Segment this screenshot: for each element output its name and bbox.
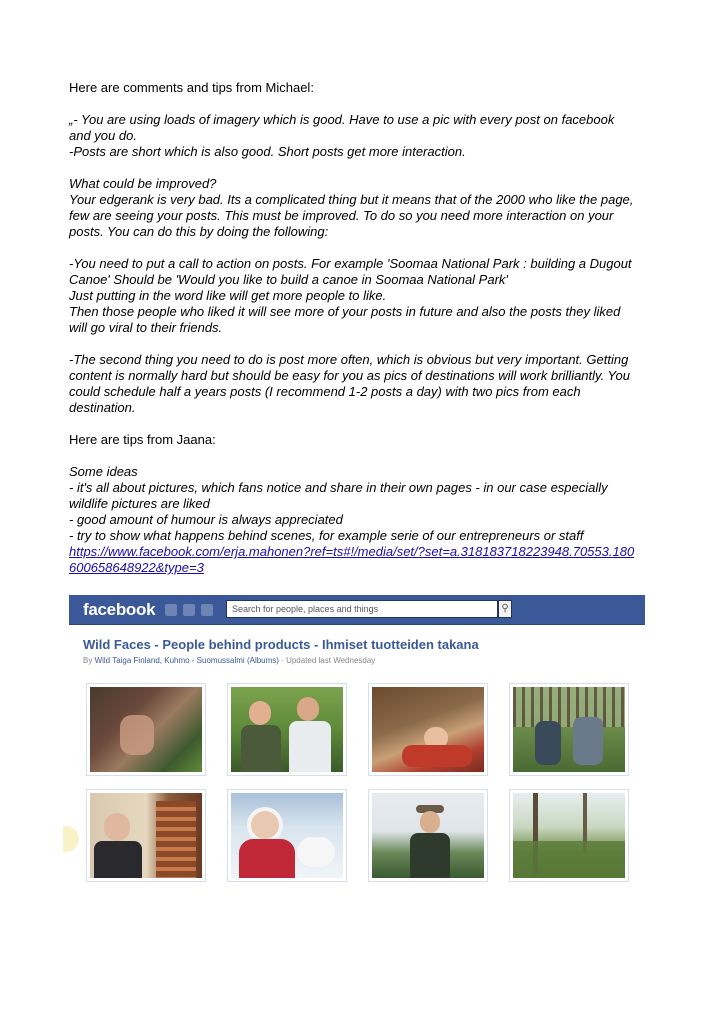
friend-requests-icon (165, 604, 177, 616)
notification-icons (165, 604, 213, 616)
text-line: -Posts are short which is also good. Short posts get more interaction. (69, 144, 466, 159)
michael-paragraph-4 (69, 352, 669, 416)
text-line: will go viral to their friends. (69, 320, 223, 335)
photo-thumbnail (227, 789, 347, 882)
album-subtitle (83, 656, 645, 665)
messages-icon (183, 604, 195, 616)
text-line: posts. You can do this by doing the following: (69, 224, 329, 239)
text-line: Some ideas (69, 464, 138, 479)
facebook-album-link[interactable] (69, 544, 669, 576)
text-line: Your edgerank is very bad. Its a complicated thing but it means that of the 2000 who like the page, (69, 192, 634, 207)
document-body (69, 80, 669, 592)
intro-jaana: Here are tips from Jaana: (69, 432, 216, 447)
album-title: Wild Faces - People behind products - Ihmiset tuotteiden takana (83, 637, 479, 652)
album-author: Wild Taiga Finland, Kuhmo - Suomussalmi (94, 656, 245, 665)
text-line: wildlife pictures are liked (69, 496, 210, 511)
photo-thumbnail (368, 683, 488, 776)
facebook-top-bar (69, 595, 645, 625)
globe-icon (201, 604, 213, 616)
link-line-2: 600658648922&type=3 (69, 560, 204, 575)
photo-thumbnail (227, 683, 347, 776)
album-albums-link: (Albums) (246, 656, 279, 665)
album-by-label: By (83, 656, 95, 665)
text-line: destination. (69, 400, 136, 415)
text-line: - try to show what happens behind scenes, for example serie of our entrepreneurs or staff (69, 528, 584, 543)
text-line: could schedule half a years posts (I recommend 1-2 posts a day) with two pics from each (69, 384, 581, 399)
text-line: „- You are using loads of imagery which is good. Have to use a pic with every post on facebook (69, 112, 615, 127)
album-updated: · Updated last Wednesday (278, 656, 376, 665)
text-line: Canoe' Should be 'Would you like to build a canoe in Soomaa National Park' (69, 272, 508, 287)
photo-thumbnail (86, 789, 206, 882)
album-header (69, 625, 645, 665)
text-line: Just putting in the word like will get more people to like. (69, 288, 387, 303)
text-line: few are seeing your posts. This must be improved. To do so you need more interaction on your (69, 208, 614, 223)
text-line: - good amount of humour is always appreciated (69, 512, 343, 527)
photo-thumbnail (86, 683, 206, 776)
photo-thumbnail (368, 789, 488, 882)
search-icon: ⚲ (498, 600, 512, 618)
text-line: and you do. (69, 128, 137, 143)
facebook-search-input: Search for people, places and things (226, 600, 498, 618)
text-line: -You need to put a call to action on posts. For example 'Soomaa National Park : building a Dugout (69, 256, 632, 271)
text-line: content is normally hard but should be easy for you as pics of destinations will work brilliantly. You (69, 368, 630, 383)
link-line-1: https://www.facebook.com/erja.mahonen?ref=ts#!/media/set/?set=a.318183718223948.70553.180 (69, 544, 635, 559)
text-line: - it's all about pictures, which fans notice and share in their own pages - in our case especially (69, 480, 608, 495)
michael-paragraph-1 (69, 112, 669, 160)
text-line: Then those people who liked it will see more of your posts in future and also the posts they liked (69, 304, 621, 319)
photo-thumbnail (509, 683, 629, 776)
facebook-screenshot (69, 595, 645, 891)
text-line: What could be improved? (69, 176, 217, 191)
text-line: -The second thing you need to do is post more often, which is obvious but very important. Getting (69, 352, 629, 367)
jaana-paragraph (69, 464, 669, 576)
michael-paragraph-2 (69, 176, 669, 240)
intro-michael: Here are comments and tips from Michael: (69, 80, 314, 95)
facebook-logo: facebook (83, 599, 156, 619)
photo-thumbnail (509, 789, 629, 882)
michael-paragraph-3 (69, 256, 669, 336)
